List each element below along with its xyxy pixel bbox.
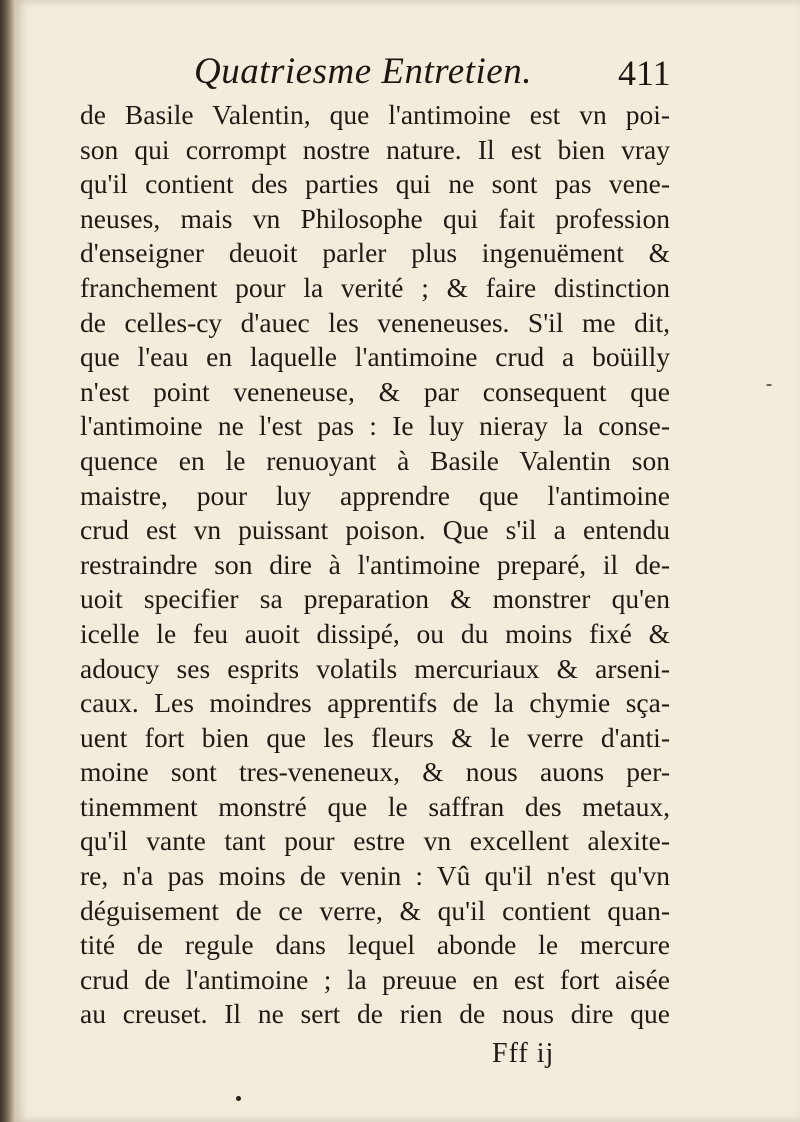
text-line: moine sont tres-veneneux, & nous auons per- [80, 756, 670, 788]
text-line: n'est point veneneuse, & par consequent que [80, 375, 670, 407]
text-line: tité de regule dans lequel abonde le mercure [80, 929, 670, 961]
text-line: icelle le feu auoit dissipé, ou du moins fixé & [80, 617, 670, 649]
page-number: 411 [618, 53, 671, 93]
text-line: adoucy ses esprits volatils mercuriaux & arseni- [80, 652, 670, 684]
text-line: de Basile Valentin, que l'antimoine est vn poi- [80, 99, 670, 130]
text-line: re, n'a pas moins de venin : Vû qu'il n'est qu'vn [80, 860, 670, 892]
text-line: son qui corrompt nostre nature. Il est bien vray [80, 133, 670, 165]
text-line: franchement pour la verité ; & faire distinction [80, 271, 670, 303]
text-line: quence en le renuoyant à Basile Valentin son [80, 444, 670, 476]
ink-speck [236, 1096, 241, 1101]
text-line: uent fort bien que les fleurs & le verre d'anti- [80, 721, 670, 753]
text-line: caux. Les moindres apprentifs de la chymie sça- [80, 687, 670, 719]
body-text [80, 98, 670, 1032]
text-line: au creuset. Il ne sert de rien de nous dire que [80, 998, 670, 1030]
text-line: qu'il vante tant pour estre vn excellent alexite- [80, 825, 670, 857]
text-line: tinemment monstré que le saffran des metaux, [80, 790, 670, 822]
text-line: déguisement de ce verre, & qu'il contient quan- [80, 894, 670, 926]
text-line: crud est vn puissant poison. Que s'il a entendu [80, 514, 670, 546]
running-title: Quatriesme Entretien. [194, 51, 532, 92]
scan-binding-edge [0, 0, 14, 1122]
text-line: de celles-cy d'auec les veneneuses. S'il me dit, [80, 306, 670, 338]
text-line: l'antimoine ne l'est pas : Ie luy nieray la conse- [80, 410, 670, 442]
text-line: que l'eau en laquelle l'antimoine crud a boüilly [80, 341, 670, 373]
page-header [14, 44, 800, 104]
text-line: crud de l'antimoine ; la preuue en est fort aisée [80, 963, 670, 995]
text-line: qu'il contient des parties qui ne sont pas vene- [80, 168, 670, 200]
text-line: restraindre son dire à l'antimoine preparé, il de- [80, 548, 670, 580]
text-line: neuses, mais vn Philosophe qui fait profession [80, 202, 670, 234]
text-line: maistre, pour luy apprendre que l'antimoine [80, 479, 670, 511]
signature-mark: Fff ij [492, 1038, 555, 1069]
ink-speck [766, 384, 772, 386]
book-page [14, 0, 800, 1122]
text-line: d'enseigner deuoit parler plus ingenuëment & [80, 237, 670, 269]
text-line: uoit specifier sa preparation & monstrer qu'en [80, 583, 670, 615]
